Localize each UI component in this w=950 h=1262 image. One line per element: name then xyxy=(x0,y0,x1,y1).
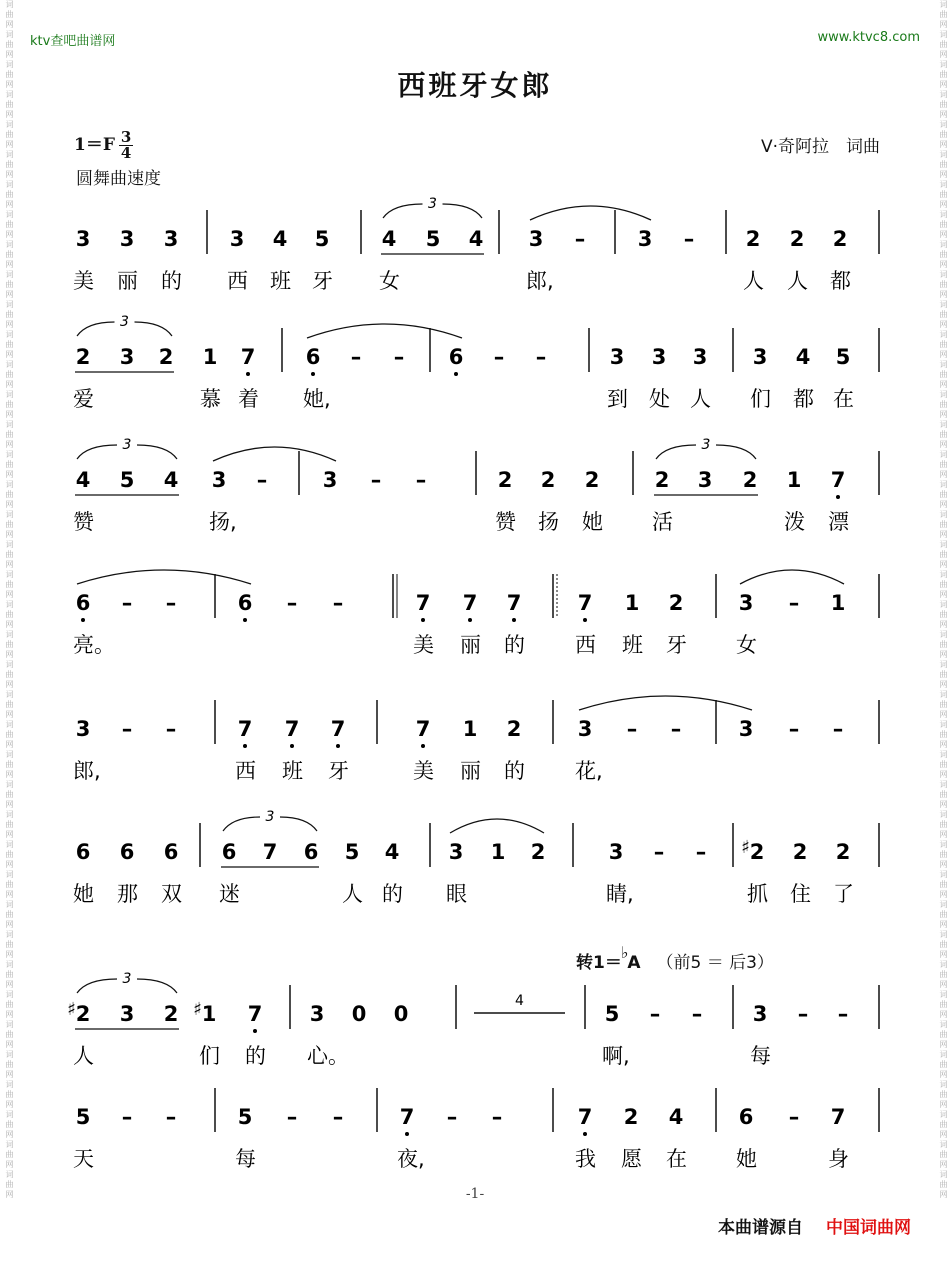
note-dash: – xyxy=(691,1002,703,1026)
note: 6 xyxy=(163,840,179,864)
footer-source-label: 本曲谱源自 xyxy=(718,1218,803,1238)
octave-dot-below xyxy=(243,618,247,622)
note: 6 xyxy=(119,840,135,864)
note: 3 xyxy=(609,345,625,369)
octave-dot-below xyxy=(421,618,425,622)
note: 6 xyxy=(221,840,237,864)
note: 7 xyxy=(262,840,278,864)
lyric: 们 xyxy=(750,387,771,411)
note-dash: – xyxy=(535,345,547,369)
tie-slur xyxy=(450,819,544,833)
tie-slur xyxy=(530,206,651,220)
lyric: 她, xyxy=(303,387,331,411)
lyric: 漂 xyxy=(828,510,849,534)
note-dash: – xyxy=(332,591,344,615)
lyric: 夜, xyxy=(397,1147,425,1171)
triplet-bracket xyxy=(716,445,756,459)
note: 7 xyxy=(577,1105,593,1129)
lyric: 在 xyxy=(666,1147,687,1171)
note: 2 xyxy=(497,468,513,492)
note: 7 xyxy=(577,591,593,615)
note-dash: – xyxy=(121,591,133,615)
octave-dot-below xyxy=(583,1132,587,1136)
note: 2 xyxy=(668,591,684,615)
note: 4 xyxy=(384,840,400,864)
tie-slur xyxy=(579,696,752,710)
note-dash: – xyxy=(788,1105,800,1129)
note-dash: – xyxy=(165,717,177,741)
note: 1 xyxy=(462,717,478,741)
note-dash: – xyxy=(393,345,405,369)
note-dash: – xyxy=(788,591,800,615)
key-prefix: 1＝F xyxy=(74,135,115,155)
lyric: 的 xyxy=(245,1044,266,1068)
octave-dot-below xyxy=(290,744,294,748)
lyric: 天 xyxy=(73,1147,94,1171)
note: 0 xyxy=(393,1002,409,1026)
triplet-bracket xyxy=(77,979,117,993)
note: 2 xyxy=(745,227,761,251)
lyric: 人 xyxy=(787,269,808,293)
note: 3 xyxy=(651,345,667,369)
note: 7 xyxy=(462,591,478,615)
lyric: 亮。 xyxy=(73,633,115,657)
triplet-bracket xyxy=(137,445,177,459)
note: 7 xyxy=(237,717,253,741)
header-site-left[interactable]: ktv查吧曲谱网 xyxy=(30,34,116,49)
note-dash: – xyxy=(121,717,133,741)
octave-dot-below xyxy=(454,372,458,376)
lyric: 每 xyxy=(750,1044,771,1068)
triplet-number: 3 xyxy=(122,971,132,987)
octave-dot-below xyxy=(405,1132,409,1136)
note: 2 xyxy=(742,468,758,492)
note: 4 xyxy=(272,227,288,251)
triplet-bracket xyxy=(656,445,696,459)
tie-slur xyxy=(213,447,336,461)
note: 2 xyxy=(530,840,546,864)
octave-dot-below xyxy=(336,744,340,748)
note: 7 xyxy=(415,591,431,615)
lyric: 住 xyxy=(790,882,811,906)
tie-slur xyxy=(77,570,251,584)
note: 4 xyxy=(795,345,811,369)
note: 2 xyxy=(584,468,600,492)
note: 2 xyxy=(792,840,808,864)
right-watermark: 词曲网词曲网词曲网词曲网词曲网词曲网词曲网词曲网词曲网词曲网词曲网词曲网词曲网词曲网词曲网词曲网词曲网词曲网词曲网词曲网词曲网词曲网词曲网词曲网词曲网词曲网词曲网词曲网词曲网词曲网词曲网词曲网词曲网词曲网词曲网词曲网词曲网词曲网词曲网词曲网 xyxy=(939,0,948,1200)
note: 3 xyxy=(528,227,544,251)
lyric: 慕 xyxy=(200,387,221,411)
triplet-bracket xyxy=(77,322,115,336)
flat-sign: ♭ xyxy=(620,943,629,962)
note: 3 xyxy=(752,345,768,369)
lyric: 她 xyxy=(736,1147,757,1171)
lyric: 丽 xyxy=(117,269,138,293)
note: 2 xyxy=(158,345,174,369)
note: 2 xyxy=(75,1002,91,1026)
lyric: 赞 xyxy=(495,510,516,534)
triplet-bracket xyxy=(223,817,260,831)
left-watermark: 词曲网词曲网词曲网词曲网词曲网词曲网词曲网词曲网词曲网词曲网词曲网词曲网词曲网词曲网词曲网词曲网词曲网词曲网词曲网词曲网词曲网词曲网词曲网词曲网词曲网词曲网词曲网词曲网词曲网词曲网词曲网词曲网词曲网词曲网词曲网词曲网词曲网词曲网词曲网词曲网 xyxy=(5,0,14,1200)
note: 2 xyxy=(749,840,765,864)
note-dash: – xyxy=(256,468,268,492)
lyric: 郎, xyxy=(526,269,554,293)
lyric: 牙 xyxy=(666,633,687,657)
lyric: 心。 xyxy=(307,1044,349,1068)
note: 5 xyxy=(344,840,360,864)
lyric: 女 xyxy=(379,269,400,293)
octave-dot-below xyxy=(243,744,247,748)
note: 3 xyxy=(692,345,708,369)
note: 3 xyxy=(75,717,91,741)
lyric: 活 xyxy=(652,510,673,534)
note: 6 xyxy=(237,591,253,615)
note-dash: – xyxy=(797,1002,809,1026)
lyric: 人 xyxy=(73,1044,94,1068)
triplet-bracket xyxy=(77,445,117,459)
lyric: 美 xyxy=(73,269,94,293)
lyric: 都 xyxy=(793,387,814,411)
note: 6 xyxy=(448,345,464,369)
note-dash: – xyxy=(649,1002,661,1026)
note: 7 xyxy=(247,1002,263,1026)
note: 7 xyxy=(415,717,431,741)
lyric: 牙 xyxy=(312,269,333,293)
lyric: 身 xyxy=(828,1147,849,1171)
note: 3 xyxy=(608,840,624,864)
note: 7 xyxy=(830,468,846,492)
lyric: 那 xyxy=(117,882,138,906)
note: 1 xyxy=(201,1002,217,1026)
lyric: 人 xyxy=(743,269,764,293)
lyric: 赞 xyxy=(73,510,94,534)
triplet-number: 3 xyxy=(120,314,129,330)
note: 1 xyxy=(786,468,802,492)
note: 3 xyxy=(322,468,338,492)
lyric: 都 xyxy=(830,269,851,293)
octave-dot-below xyxy=(468,618,472,622)
lyric: 在 xyxy=(833,387,854,411)
note: 4 xyxy=(381,227,397,251)
lyric: 的 xyxy=(382,882,403,906)
note: 4 xyxy=(75,468,91,492)
note: 3 xyxy=(637,227,653,251)
lyric: 到 xyxy=(607,387,628,411)
note: 6 xyxy=(305,345,321,369)
note: 5 xyxy=(604,1002,620,1026)
note: 2 xyxy=(623,1105,639,1129)
lyric: 着 xyxy=(238,387,259,411)
lyric: 女 xyxy=(736,633,757,657)
note-dash: – xyxy=(165,1105,177,1129)
note: 5 xyxy=(237,1105,253,1129)
time-numerator: 3 xyxy=(120,128,132,146)
key-change-prefix: 转1＝ xyxy=(576,953,622,973)
note-dash: – xyxy=(832,717,844,741)
note-dash: – xyxy=(837,1002,849,1026)
note: 6 xyxy=(303,840,319,864)
lyric: 愿 xyxy=(621,1147,642,1171)
note: 3 xyxy=(75,227,91,251)
lyric: 西 xyxy=(575,633,596,657)
lyric: 郎, xyxy=(73,759,101,783)
note: 7 xyxy=(399,1105,415,1129)
note: 7 xyxy=(830,1105,846,1129)
note: 2 xyxy=(75,345,91,369)
lyric: 眼 xyxy=(446,882,467,906)
note-dash: – xyxy=(286,591,298,615)
note-dash: – xyxy=(695,840,707,864)
note: 1 xyxy=(624,591,640,615)
octave-dot-below xyxy=(311,372,315,376)
triplet-bracket xyxy=(280,817,317,831)
note-dash: – xyxy=(446,1105,458,1129)
lyric: 抓 xyxy=(747,882,768,906)
lyric: 双 xyxy=(161,882,182,906)
note: 5 xyxy=(119,468,135,492)
note: 2 xyxy=(654,468,670,492)
note: 3 xyxy=(577,717,593,741)
note: 7 xyxy=(330,717,346,741)
lyric: 西 xyxy=(227,269,248,293)
octave-dot-below xyxy=(253,1029,257,1033)
tie-slur xyxy=(307,324,462,338)
triplet-number: 3 xyxy=(265,809,275,825)
octave-dot-below xyxy=(81,618,85,622)
note-dash: – xyxy=(574,227,586,251)
lyric: 啊, xyxy=(602,1044,630,1068)
lyric: 花, xyxy=(575,759,603,783)
note-dash: – xyxy=(121,1105,133,1129)
sharp-sign: ♯ xyxy=(67,999,76,1020)
note: 3 xyxy=(448,840,464,864)
note: 2 xyxy=(832,227,848,251)
sharp-sign: ♯ xyxy=(741,837,750,858)
octave-dot-below xyxy=(836,495,840,499)
footer-source-site[interactable]: 中国词曲网 xyxy=(826,1218,911,1238)
note-dash: – xyxy=(370,468,382,492)
triplet-bracket xyxy=(383,204,423,218)
note: 3 xyxy=(163,227,179,251)
note: 6 xyxy=(75,840,91,864)
lyric: 美 xyxy=(413,759,434,783)
triplet-bracket xyxy=(137,979,177,993)
triplet-number: 3 xyxy=(122,437,132,453)
multi-rest-count: 4 xyxy=(515,993,524,1009)
note: 3 xyxy=(211,468,227,492)
note: 6 xyxy=(738,1105,754,1129)
note-dash: – xyxy=(332,1105,344,1129)
lyric: 她 xyxy=(73,882,94,906)
note: 5 xyxy=(314,227,330,251)
lyric: 了 xyxy=(833,882,854,906)
lyric: 的 xyxy=(504,759,525,783)
note: 2 xyxy=(540,468,556,492)
triplet-bracket xyxy=(443,204,483,218)
lyric: 她 xyxy=(582,510,603,534)
note: 1 xyxy=(202,345,218,369)
note: 3 xyxy=(752,1002,768,1026)
note: 3 xyxy=(697,468,713,492)
lyric: 人 xyxy=(690,387,711,411)
note: 4 xyxy=(468,227,484,251)
note: 5 xyxy=(75,1105,91,1129)
lyric: 泼 xyxy=(784,510,805,534)
note-dash: – xyxy=(286,1105,298,1129)
page-number: -1- xyxy=(465,1186,485,1202)
note: 0 xyxy=(351,1002,367,1026)
note-dash: – xyxy=(415,468,427,492)
note: 3 xyxy=(309,1002,325,1026)
lyric: 牙 xyxy=(328,759,349,783)
note: 7 xyxy=(240,345,256,369)
note: 1 xyxy=(490,840,506,864)
note: 5 xyxy=(835,345,851,369)
lyric: 班 xyxy=(270,269,291,293)
lyric: 丽 xyxy=(460,759,481,783)
note-dash: – xyxy=(493,345,505,369)
lyric: 处 xyxy=(649,387,670,411)
note: 7 xyxy=(284,717,300,741)
tie-slur xyxy=(740,570,844,584)
note: 4 xyxy=(668,1105,684,1129)
note: 3 xyxy=(119,345,135,369)
octave-dot-below xyxy=(583,618,587,622)
song-title: 西班牙女郎 xyxy=(397,69,553,102)
octave-dot-below xyxy=(421,744,425,748)
sharp-sign: ♯ xyxy=(193,999,202,1020)
note-dash: – xyxy=(165,591,177,615)
lyric: 每 xyxy=(235,1147,256,1171)
note: 4 xyxy=(163,468,179,492)
composer-credit: V·奇阿拉 词曲 xyxy=(760,137,880,157)
lyric: 人 xyxy=(342,882,363,906)
lyric: 爱 xyxy=(73,387,94,411)
triplet-number: 3 xyxy=(428,196,437,212)
note-dash: – xyxy=(491,1105,503,1129)
lyric: 迷 xyxy=(219,882,240,906)
lyric: 西 xyxy=(235,759,256,783)
lyric: 班 xyxy=(622,633,643,657)
tempo-marking: 圆舞曲速度 xyxy=(76,169,161,189)
lyric: 我 xyxy=(575,1147,596,1171)
note: 5 xyxy=(425,227,441,251)
triplet-number: 3 xyxy=(701,437,711,453)
note-dash: – xyxy=(670,717,682,741)
note: 2 xyxy=(835,840,851,864)
note: 3 xyxy=(738,717,754,741)
note: 2 xyxy=(789,227,805,251)
lyric: 的 xyxy=(161,269,182,293)
note: 3 xyxy=(738,591,754,615)
lyric: 扬, xyxy=(209,510,237,534)
lyric: 扬 xyxy=(538,510,559,534)
note: 3 xyxy=(119,1002,135,1026)
note: 2 xyxy=(506,717,522,741)
note: 3 xyxy=(229,227,245,251)
note-dash: – xyxy=(350,345,362,369)
note-dash: – xyxy=(626,717,638,741)
lyric: 班 xyxy=(282,759,303,783)
note-dash: – xyxy=(653,840,665,864)
time-denominator: 4 xyxy=(120,144,132,162)
lyric: 睛, xyxy=(606,882,634,906)
lyric: 们 xyxy=(199,1044,220,1068)
header-site-right[interactable]: www.ktvc8.com xyxy=(817,30,920,45)
lyric: 美 xyxy=(413,633,434,657)
key-change-key: A xyxy=(627,953,641,973)
lyric: 的 xyxy=(504,633,525,657)
octave-dot-below xyxy=(512,618,516,622)
note: 3 xyxy=(119,227,135,251)
note: 7 xyxy=(506,591,522,615)
note-dash: – xyxy=(683,227,695,251)
note: 6 xyxy=(75,591,91,615)
lyric: 丽 xyxy=(460,633,481,657)
octave-dot-below xyxy=(246,372,250,376)
triplet-bracket xyxy=(135,322,173,336)
note: 2 xyxy=(163,1002,179,1026)
key-change-note: （前5 ＝ 后3） xyxy=(656,953,774,973)
note-dash: – xyxy=(788,717,800,741)
note: 1 xyxy=(830,591,846,615)
